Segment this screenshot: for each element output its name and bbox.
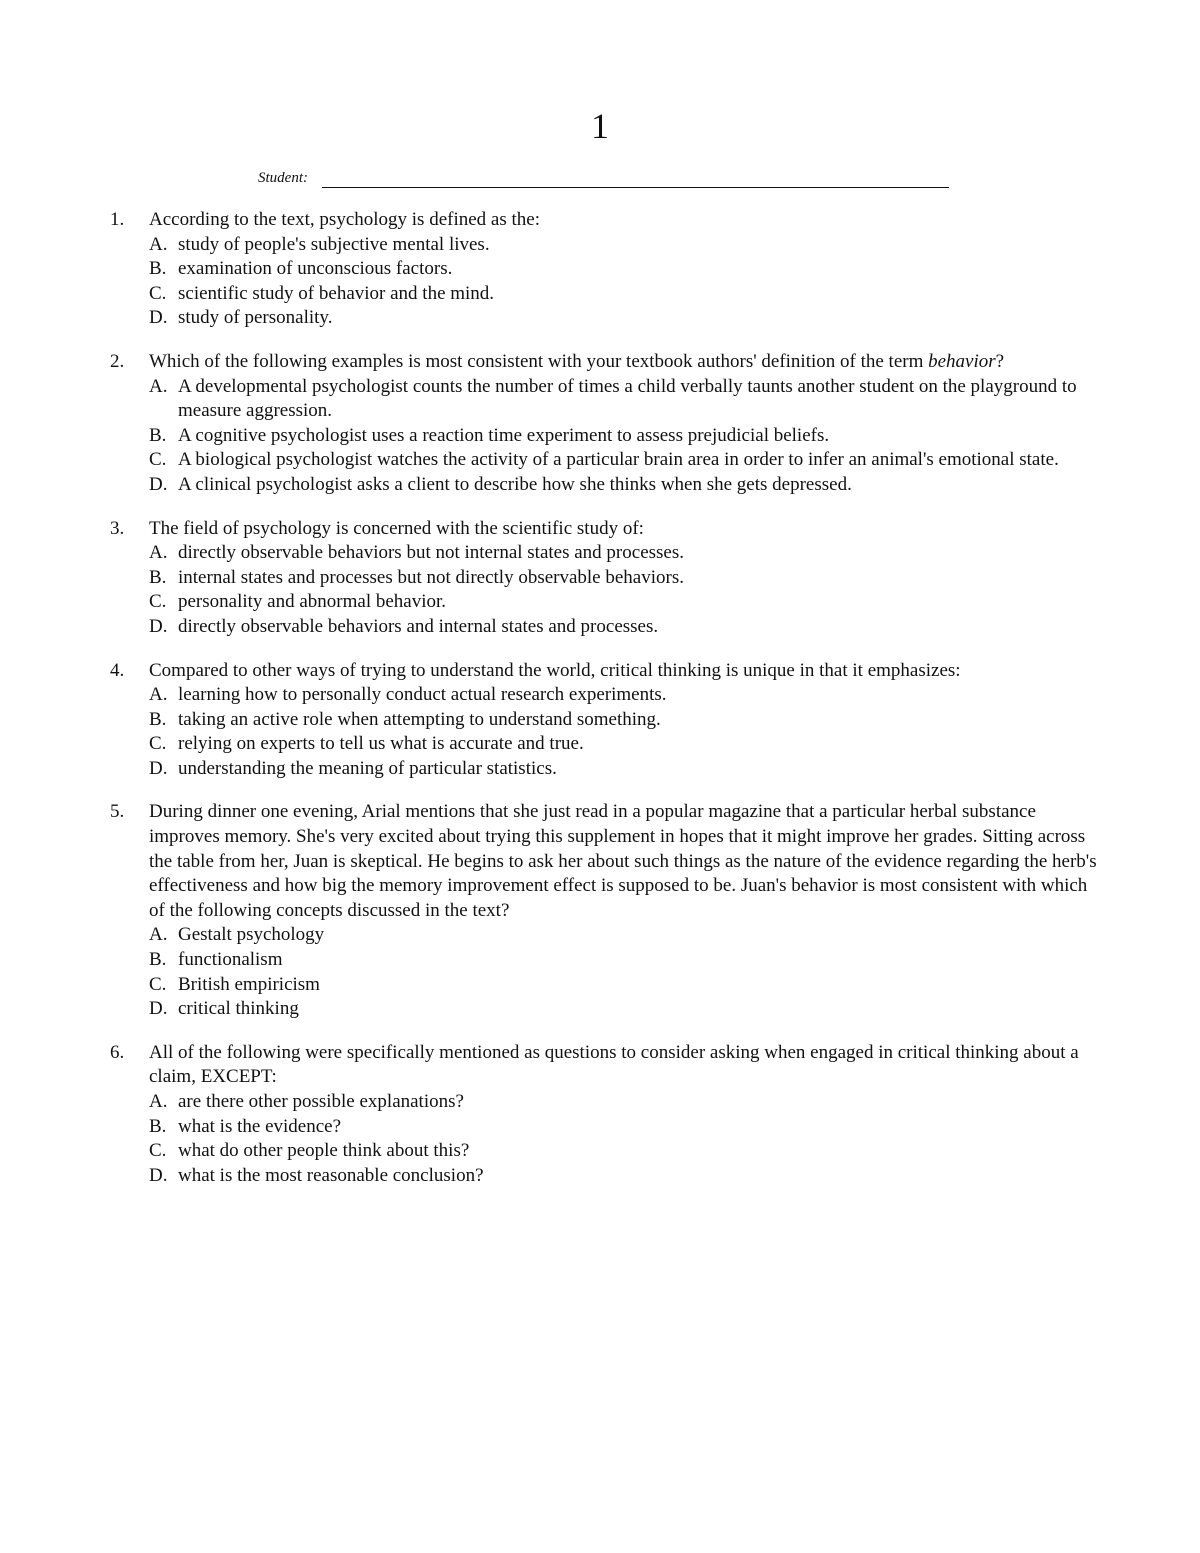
option-letter: B. [149,424,167,446]
answer-option-b[interactable] [149,948,1100,973]
question-number: 4. [110,659,125,681]
option-text: personality and abnormal behavior. [178,591,447,613]
answer-option-c[interactable] [149,590,1100,615]
question-5 [110,800,1100,1021]
option-text: A clinical psychologist asks a client to describe how she thinks when she gets depressed. [178,473,852,495]
option-text: internal states and processes but not directly observable behaviors. [178,566,684,588]
answer-option-b[interactable] [149,257,1100,282]
option-letter: C. [149,1140,167,1162]
answer-option-a[interactable] [149,923,1100,948]
option-text: what do other people think about this? [178,1140,470,1162]
answer-option-a[interactable] [149,233,1100,258]
answer-option-d[interactable] [149,473,1100,498]
question-number: 6. [110,1041,125,1063]
option-letter: C. [149,591,167,613]
option-letter: D. [149,615,168,637]
option-letter: D. [149,473,168,495]
answer-option-c[interactable] [149,282,1100,307]
option-text: learning how to personally conduct actual research experiments. [178,684,667,706]
question-stem: Compared to other ways of trying to understand the world, critical thinking is unique in that it emphasizes: [149,659,961,681]
option-text: scientific study of behavior and the mind. [178,282,495,304]
page-number: 1 [591,106,609,146]
option-letter: B. [149,708,167,730]
answer-option-c[interactable] [149,732,1100,757]
option-text: directly observable behaviors and internal states and processes. [178,615,659,637]
option-letter: D. [149,1164,168,1186]
option-text: A biological psychologist watches the activity of a particular brain area in order to infer an animal's emotional state. [178,449,1059,471]
option-letter: C. [149,973,167,995]
option-letter: A. [149,684,168,706]
question-stem [149,350,1100,375]
answer-option-d[interactable] [149,615,1100,640]
option-letter: D. [149,307,168,329]
option-letter: C. [149,449,167,471]
option-text: study of people's subjective mental lives. [178,233,490,255]
answer-option-a[interactable] [149,375,1100,424]
option-text: directly observable behaviors but not internal states and processes. [178,542,684,564]
question-number: 5. [110,801,125,823]
option-text: what is the evidence? [178,1115,342,1137]
option-text: examination of unconscious factors. [178,258,453,280]
answer-option-a[interactable] [149,1090,1100,1115]
option-letter: A. [149,233,168,255]
question-stem: All of the following were specifically mentioned as questions to consider asking when engaged in critical thinking about a claim, EXCEPT: [149,1041,1079,1088]
answer-options [149,1090,1100,1188]
option-text: functionalism [178,949,283,971]
option-letter: C. [149,282,167,304]
question-3 [110,517,1100,640]
answer-option-c[interactable] [149,448,1100,473]
question-6 [110,1041,1100,1189]
answer-option-c[interactable] [149,973,1100,998]
option-text: A cognitive psychologist uses a reaction time experiment to assess prejudicial beliefs. [178,424,830,446]
question-1 [110,208,1100,331]
student-label: Student: [258,170,308,186]
question-stem: According to the text, psychology is defined as the: [149,209,540,230]
question-stem: The field of psychology is concerned with the scientific study of: [149,517,644,539]
answer-option-a[interactable] [149,541,1100,566]
option-text: taking an active role when attempting to understand something. [178,708,661,730]
answer-options [149,683,1100,781]
question-stem-end: ? [995,350,1005,372]
option-letter: B. [149,1115,167,1137]
question-stem-start: Which of the following examples is most consistent with your textbook authors' definition of the term [149,350,929,372]
option-letter: D. [149,998,168,1020]
option-text: Gestalt psychology [178,924,325,946]
question-list [110,208,1100,1207]
answer-options [149,233,1100,331]
answer-option-b[interactable] [149,708,1100,733]
answer-option-d[interactable] [149,306,1100,331]
option-letter: B. [149,949,167,971]
answer-option-a[interactable] [149,683,1100,708]
option-letter: A. [149,1091,168,1112]
answer-options [149,923,1100,1021]
option-letter: A. [149,924,168,946]
answer-options [149,541,1100,639]
answer-option-b[interactable] [149,566,1100,591]
option-letter: A. [149,375,168,397]
option-text: critical thinking [178,998,299,1020]
question-number: 2. [110,350,125,372]
answer-option-d[interactable] [149,1164,1100,1189]
question-number: 1. [110,209,125,230]
question-number: 3. [110,517,125,539]
option-letter: B. [149,258,167,280]
option-letter: D. [149,757,168,779]
option-text: A developmental psychologist counts the number of times a child verbally taunts another student on the playground to measure aggression. [178,375,1077,422]
question-stem-emphasis: behavior [928,350,996,372]
answer-option-b[interactable] [149,424,1100,449]
question-4 [110,659,1100,782]
answer-option-c[interactable] [149,1139,1100,1164]
option-text: what is the most reasonable conclusion? [178,1164,484,1186]
option-letter: B. [149,566,167,588]
option-text: British empiricism [178,973,320,995]
option-text: understanding the meaning of particular statistics. [178,757,557,779]
question-2 [110,350,1100,498]
student-name-field[interactable] [258,168,948,190]
student-name-line[interactable] [322,187,949,188]
answer-option-b[interactable] [149,1115,1100,1140]
answer-option-d[interactable] [149,997,1100,1022]
answer-options [149,375,1100,498]
option-text: are there other possible explanations? [178,1091,464,1112]
option-letter: C. [149,733,167,755]
answer-option-d[interactable] [149,757,1100,782]
option-text: study of personality. [178,307,333,329]
option-letter: A. [149,542,168,564]
question-stem: During dinner one evening, Arial mentions that she just read in a popular magazine that a particular herbal substance improves memory. She's very excited about trying this supplement in hopes that it might improve her grades. Sitting across the table from her, Juan is skeptical. He begins to ask her about such things as the nature of the evidence regarding the herb's effectiveness and how big the memory improvement effect is supposed to be. Juan's behavior is most consistent with which of the following concepts discussed in the text? [149,801,1097,921]
option-text: relying on experts to tell us what is accurate and true. [178,733,584,755]
